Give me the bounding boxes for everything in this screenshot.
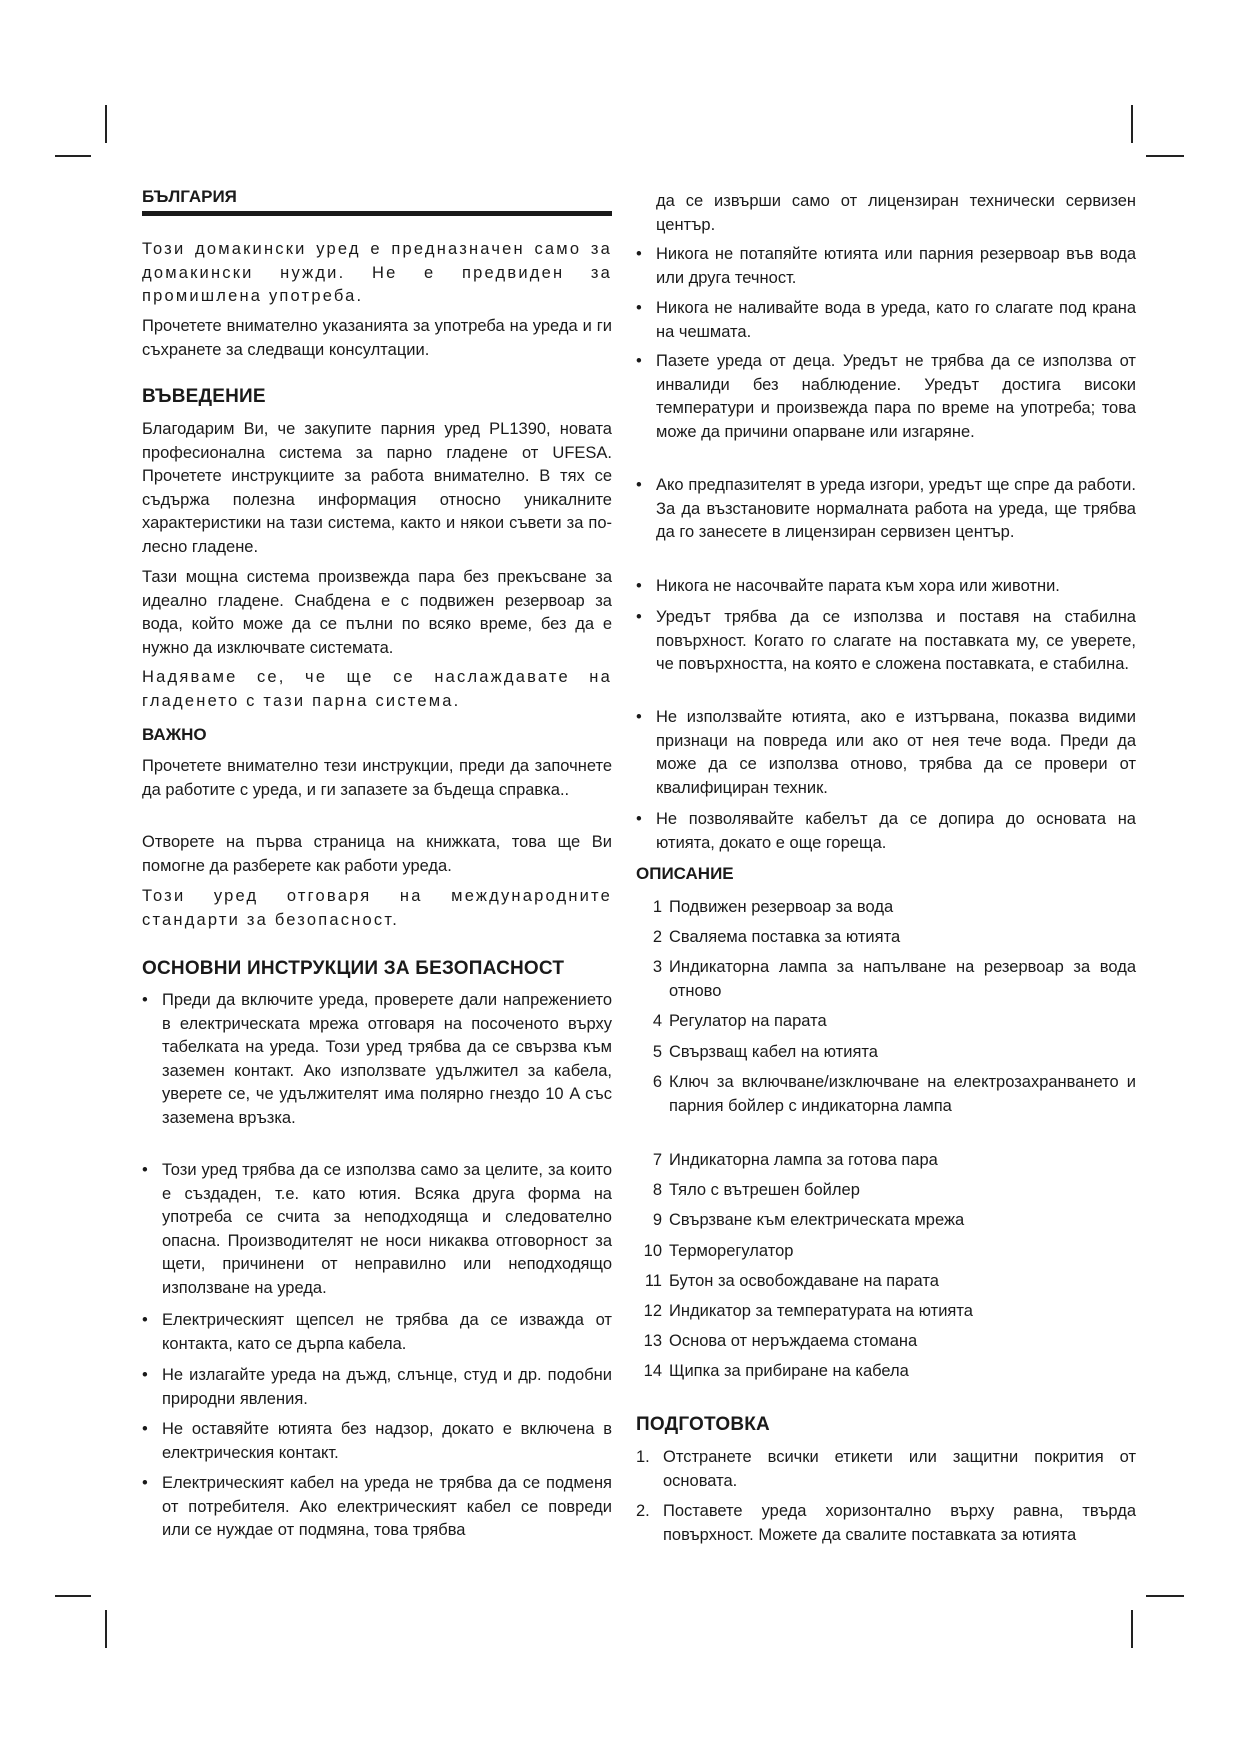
- safety-item: • Електрическият щепсел не трябва да се изважда от контакта, като се дърпа кабела.: [142, 1309, 612, 1356]
- description-item: 5 Свързващ кабел на ютията: [652, 1043, 878, 1061]
- description-item: 13 Основа от неръждаема стомана: [643, 1332, 918, 1350]
- body-paragraph: Този уред отговаря на международните стандарти за безопасност.: [142, 887, 612, 929]
- safety-item: • Електрическият кабел на уреда не трябва да се подменя от потребителя. Ако електрическият кабел се повреди или се нуждае от подмяна, това трябва: [142, 1472, 612, 1543]
- crop-mark: [1146, 1595, 1184, 1597]
- crop-mark: [105, 105, 107, 143]
- safety-item: • Не използвайте ютията, ако е изтървана, показва видими признаци на повреда или ако от нея тече вода. Преди да може да се използва отново, трябва да се провери от квалифициран техник.: [636, 706, 1136, 800]
- preparation-step: 1. Отстранете всички етикети или защитни покрития от основата.: [636, 1448, 1136, 1490]
- description-item: 4 Регулатор на парата: [652, 1012, 827, 1030]
- description-item: 2 Сваляема поставка за ютията: [652, 928, 901, 946]
- description-item: 10 Терморегулатор: [643, 1242, 794, 1260]
- safety-item: • Ако предпазителят в уреда изгори, уредът ще спре да работи. За да възстановите нормалната работа на уреда, ще трябва да го занесете в лицензиран сервизен център.: [636, 474, 1136, 545]
- heading-rule: [142, 211, 612, 216]
- safety-item: • Пазете уреда от деца. Уредът не трябва да се използва от инвалиди без наблюдение. Уредът достига високи температури и произвежда пара по време на употреба; това може да причини опарване или изгаряне.: [636, 350, 1136, 444]
- description-item: 12 Индикатор за температурата на ютията: [643, 1302, 973, 1320]
- safety-item: • Никога не насочвайте парата към хора или животни.: [636, 575, 1136, 599]
- intro-paragraph: Този домакински уред е предназначен само за домакински нужди. Не е предвиден за промишлена употреба.: [142, 240, 612, 305]
- body-paragraph: Прочетете внимателно тези инструкции, преди да започнете да работите с уреда, и ги запазете за бъдеща справка..: [142, 757, 612, 799]
- crop-mark: [1131, 1610, 1133, 1648]
- description-item: 14 Щипка за прибиране на кабела: [643, 1362, 909, 1380]
- safety-item: • Никога не наливайте вода в уреда, като го слагате под крана на чешмата.: [636, 297, 1136, 344]
- body-paragraph: Отворете на първа страница на книжката, това ще Ви помогне да разберете как работи уреда.: [142, 833, 612, 875]
- crop-mark: [1131, 105, 1133, 143]
- crop-mark: [55, 1595, 91, 1597]
- safety-item: • Преди да включите уреда, проверете дали напрежението в електрическата мрежа отговаря на посоченото върху табелката на уреда. Този уред трябва да се свързва към заземен контакт. Ако използвате удължител за кабела, уверете се, че удължителят има полярно гнездо 10 A със заземена връзка.: [142, 989, 612, 1130]
- section-heading-introduction: ВЪВЕДЕНИЕ: [142, 386, 266, 407]
- description-item: 7 Индикаторна лампа за готова пара: [652, 1151, 938, 1169]
- crop-mark: [105, 1610, 107, 1648]
- crop-mark: [1146, 155, 1184, 157]
- description-item: 9 Свързване към електрическата мрежа: [652, 1211, 965, 1229]
- safety-item: • Този уред трябва да се използва само за целите, за които е създаден, т.е. като ютия. Всяка друга форма на употреба се счита за неподходяща и следователно опасна. Производителят не носи никаква отговорност за щети, причинени от неправилно или неподходящо използване на уреда.: [142, 1159, 612, 1300]
- description-item: 1 Подвижен резервоар за вода: [652, 898, 894, 916]
- country-heading: БЪЛГАРИЯ: [142, 187, 237, 206]
- description-item: 3 Индикаторна лампа за напълване на резервоар за вода отново: [652, 958, 1136, 1000]
- section-heading-important: ВАЖНО: [142, 725, 207, 744]
- description-item: 11 Бутон за освобождаване на парата: [644, 1272, 939, 1290]
- body-paragraph: Тази мощна система произвежда пара без прекъсване за идеално гладене. Снабдена е с подвижен резервоар за вода, който може да се пълни по всяко време, без да е нужно да изключвате системата.: [142, 568, 612, 657]
- crop-mark: [55, 155, 91, 157]
- safety-item: • Не позволявайте кабелът да се допира до основата на ютията, докато е още гореща.: [636, 808, 1136, 855]
- intro-paragraph: Прочетете внимателно указанията за употреба на уреда и ги съхранете за следващи консултации.: [142, 317, 612, 359]
- continued-text: да се извърши само от лицензиран технически сервизен център.: [656, 192, 1136, 234]
- safety-item: • Не излагайте уреда на дъжд, слънце, студ и др. подобни природни явления.: [142, 1364, 612, 1411]
- safety-item: • Никога не потапяйте ютията или парния резервоар във вода или друга течност.: [636, 243, 1136, 290]
- section-heading-safety: ОСНОВНИ ИНСТРУКЦИИ ЗА БЕЗОПАСНОСТ: [142, 958, 565, 979]
- body-paragraph: Благодарим Ви, че закупите парния уред PL1390, новата професионална система за парно гладене от UFESA. Прочетете инструкциите за работа внимателно. В тях се съдържа полезна информация относно уникалните характеристики на тази система, както и някои съвети за по-лесно гладене.: [142, 420, 612, 556]
- body-paragraph: Надяваме се, че ще се наслаждавате на гладенето с тази парна система.: [142, 668, 612, 710]
- section-heading-description: ОПИСАНИЕ: [636, 864, 734, 883]
- safety-item: • Не оставяйте ютията без надзор, докато е включена в електрическия контакт.: [142, 1418, 612, 1465]
- preparation-step: 2. Поставете уреда хоризонтално върху равна, твърда повърхност. Можете да свалите поставката за ютията: [636, 1502, 1136, 1544]
- section-heading-preparation: ПОДГОТОВКА: [636, 1414, 770, 1435]
- description-item: 8 Тяло с вътрешен бойлер: [652, 1181, 860, 1199]
- description-item: 6 Ключ за включване/изключване на електрозахранването и парния бойлер с индикаторна лампа: [652, 1073, 1136, 1115]
- safety-item: • Уредът трябва да се използва и поставя на стабилна повърхност. Когато го слагате на поставката му, се уверете, че повърхността, на която е сложена поставката, е стабилна.: [636, 606, 1136, 677]
